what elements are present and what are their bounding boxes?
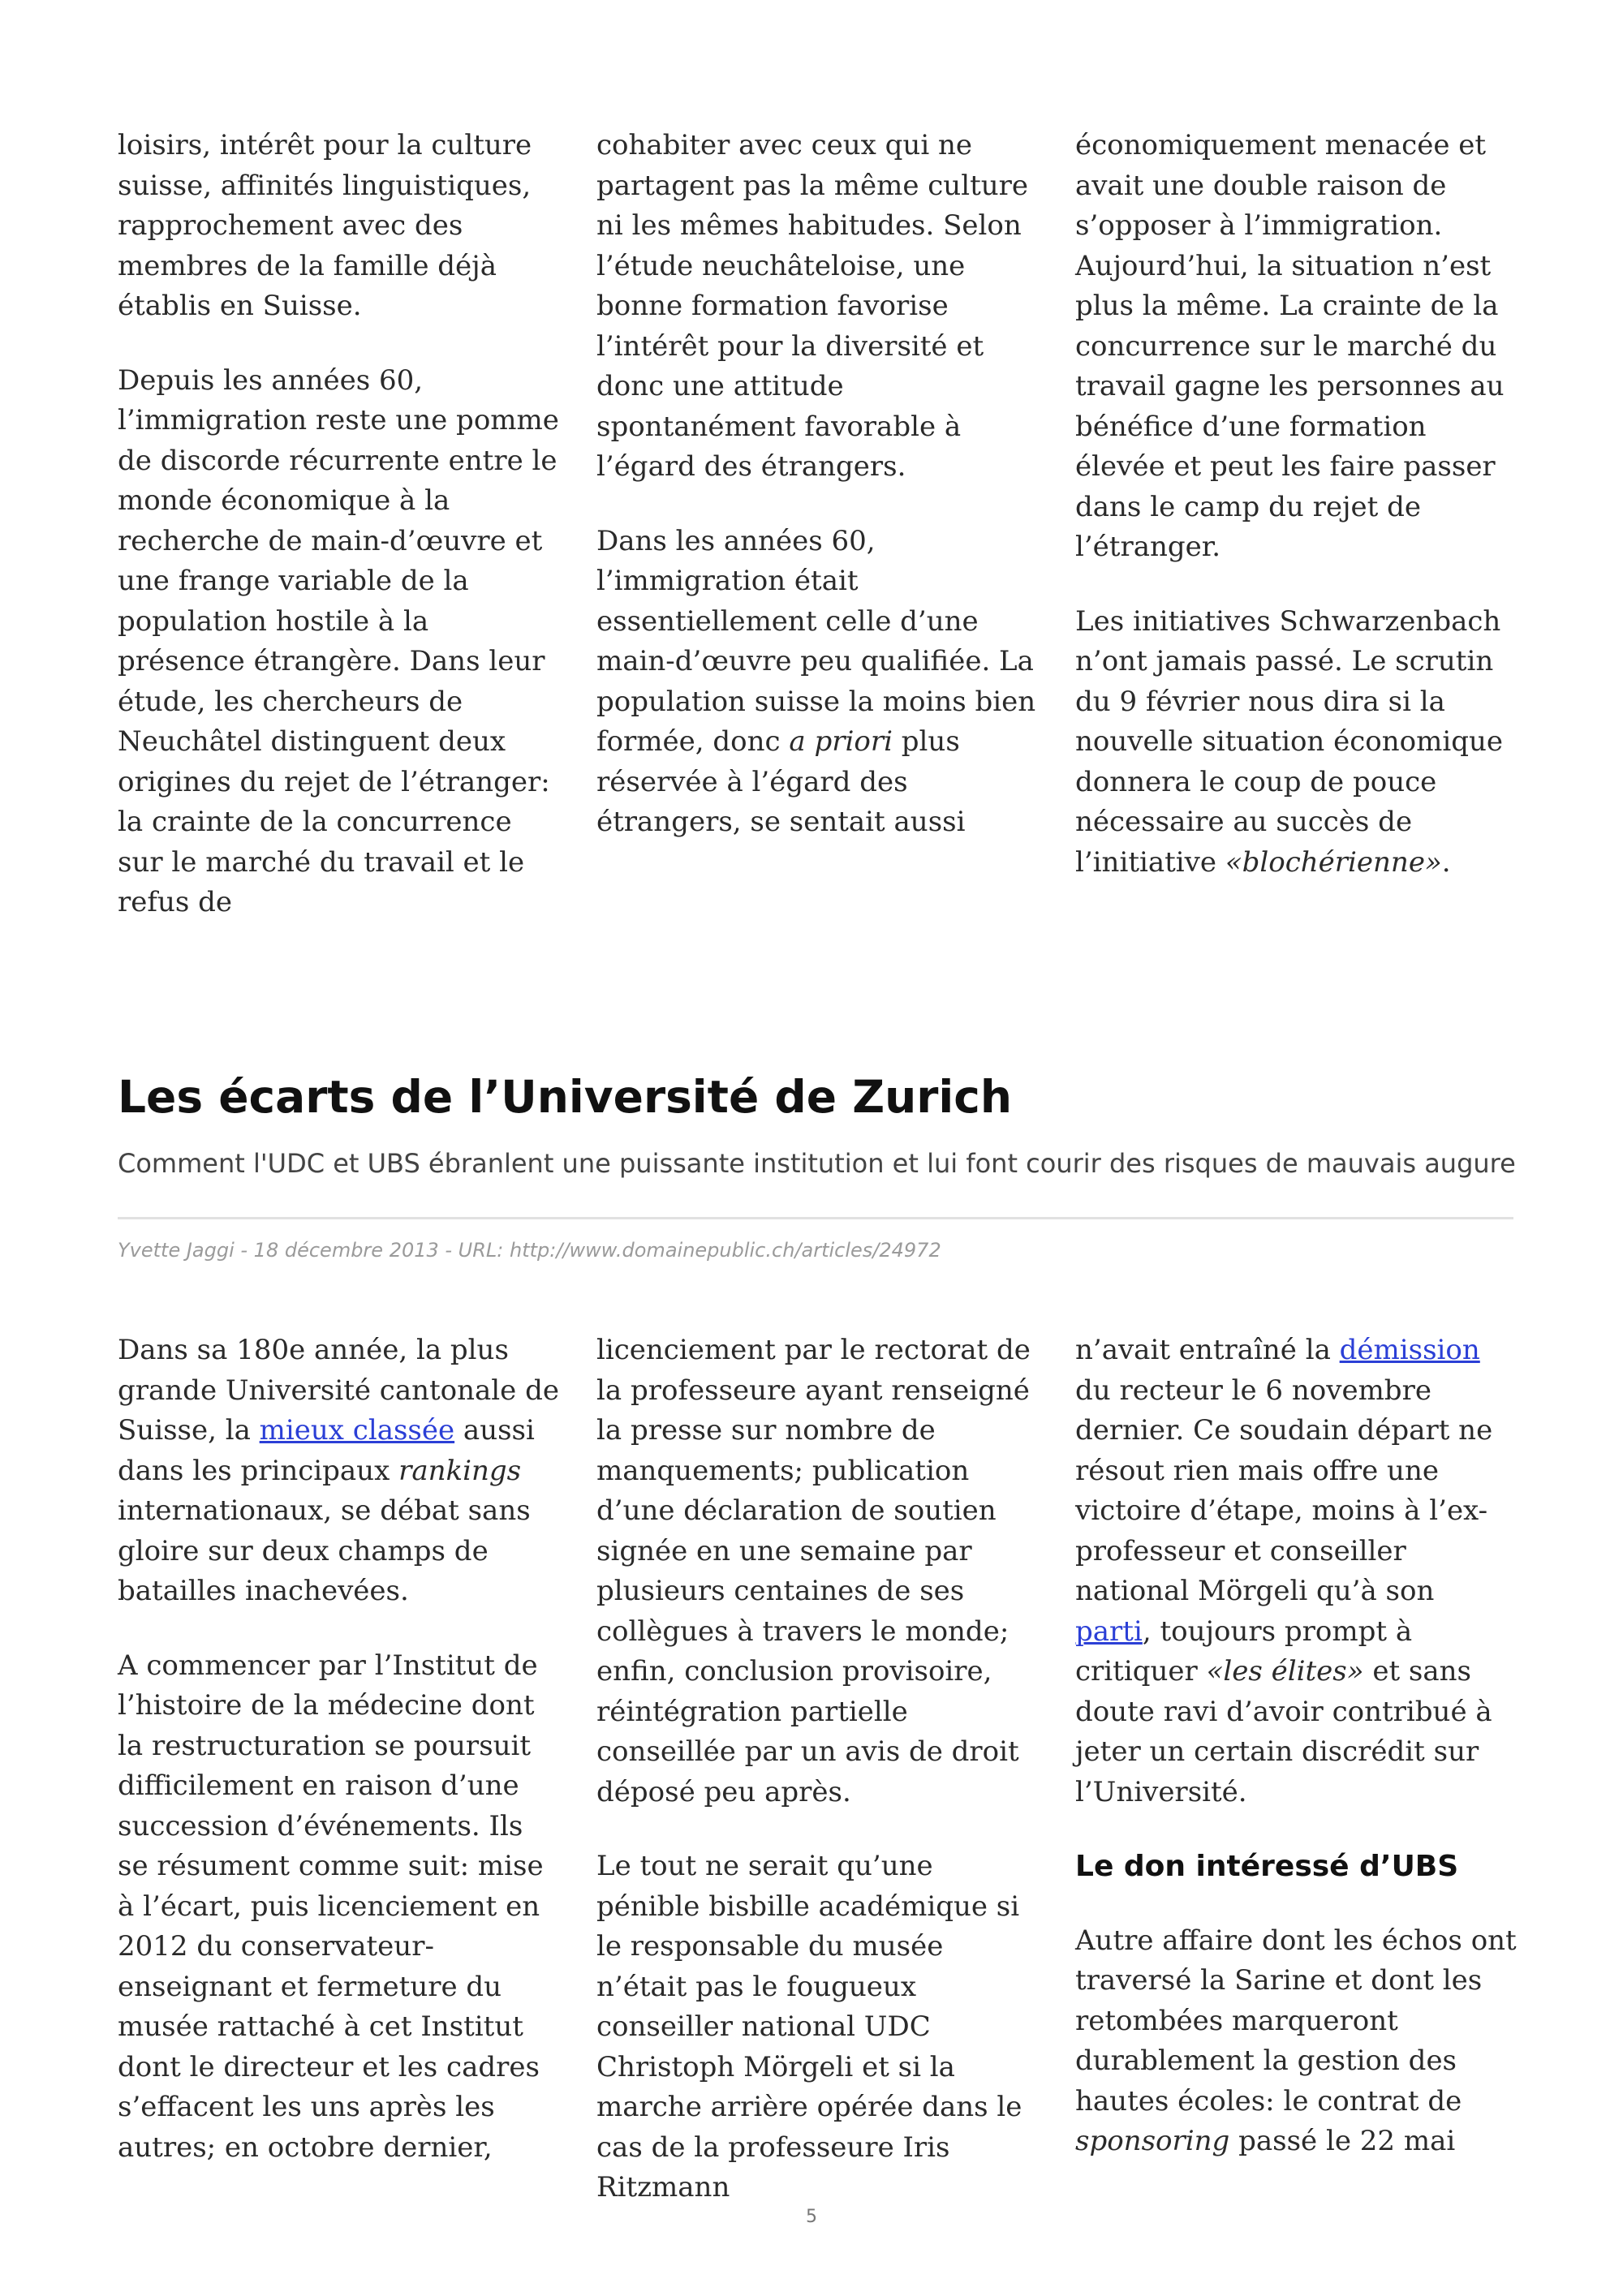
article-column-1 bbox=[118, 1331, 560, 2168]
paragraph: A commencer par l’Institut de l’histoire de la médecine dont la restructuration se poursuit difficilement en raison d’une succession d’événements. Ils se résument comme suit: mise à l’écart, puis licenciement en 2012 du conservateur-enseignant et fermeture du musée rattaché à cet Institut dont le directeur et les cadres s’effacent les uns après les autres; en octobre dernier, bbox=[118, 1649, 544, 2164]
paragraph: cohabiter avec ceux qui ne partagent pas la même culture ni les mêmes habitudes. Selon l’étude neuchâteloise, une bonne formation favorise l’intérêt pour la diversité et donc une attitude spontanément favorable à l’égard des étrangers. bbox=[596, 129, 1028, 483]
text-run: , toujours prompt à critiquer bbox=[1075, 1615, 1413, 1688]
link-parti[interactable]: parti bbox=[1075, 1615, 1143, 1648]
text-run: Autre affaire dont les échos ont traversé la Sarine et dont les retombées marqueront durablement la gestion des hautes écoles: le contrat de bbox=[1075, 1924, 1517, 2118]
text-run: n’avait entraîné la bbox=[1075, 1334, 1340, 1366]
link-demission[interactable]: démission bbox=[1339, 1334, 1480, 1366]
emphasis-text: «les élites» bbox=[1206, 1655, 1364, 1688]
paragraph: Depuis les années 60, l’immigration reste une pomme de discorde récurrente entre le monde économique à la recherche de main-d’œuvre et une frange variable de la population hostile à la présence étrangère. Dans leur étude, les chercheurs de Neuchâtel distinguent deux origines du rejet de l’étranger: la crainte de la concurrence sur le marché du travail et le refus de bbox=[118, 363, 559, 918]
emphasis-text: rankings bbox=[398, 1454, 522, 1487]
top-column-2 bbox=[596, 126, 1039, 843]
text-run: plus réservée à l’égard des étrangers, se sentait aussi bbox=[596, 725, 966, 838]
paragraph bbox=[1075, 1331, 1518, 1812]
paragraph: Le tout ne serait qu’une pénible bisbille académique si le responsable du musée n’était pas le fougueux conseiller national UDC Christoph Mörgeli et si la marche arrière opérée dans le cas de la professeure Iris Ritzmann bbox=[596, 1850, 1022, 2204]
text-run: passé le 22 mai bbox=[1229, 2125, 1456, 2157]
page-number: 5 bbox=[806, 2207, 817, 2227]
emphasis-text: a priori bbox=[789, 725, 893, 758]
text-run: aussi dans les principaux bbox=[118, 1414, 535, 1487]
text-run: Dans sa 180e année, la plus grande Université cantonale de Suisse, la bbox=[118, 1334, 559, 1447]
text-run: internationaux, se débat sans gloire sur deux champs de batailles inachevées. bbox=[118, 1494, 531, 1607]
article-column-2 bbox=[596, 1331, 1039, 2208]
emphasis-text: «blochérienne» bbox=[1225, 845, 1442, 879]
top-column-1 bbox=[118, 126, 560, 923]
text-run: et sans doute ravi d’avoir contribué à jeter un certain discrédit sur l’Université. bbox=[1075, 1655, 1492, 1808]
paragraph: économiquement menacée et avait une double raison de s’opposer à l’immigration. Aujourd’hui, la situation n’est plus la même. La crainte de la concurrence sur le marché du travail gagne les personnes au bénéfice d’une formation élevée et peut les faire passer dans le camp du rejet de l’étranger. bbox=[1075, 129, 1505, 563]
top-column-3 bbox=[1075, 126, 1518, 883]
text-run: . bbox=[1441, 845, 1451, 879]
article-title: Les écarts de l’Université de Zurich bbox=[118, 1071, 1012, 1123]
divider bbox=[118, 1217, 1513, 1219]
article-byline: Yvette Jaggi - 18 décembre 2013 - URL: http://www.domainepublic.ch/articles/24972 bbox=[118, 1239, 941, 1262]
paragraph bbox=[1075, 602, 1518, 884]
article-subtitle: Comment l'UDC et UBS ébranlent une puissante institution et lui font courir des risques de mauvais augure bbox=[118, 1148, 1516, 1179]
paragraph: loisirs, intérêt pour la culture suisse, affinités linguistiques, rapprochement avec des membres de la famille déjà établis en Suisse. bbox=[118, 129, 532, 322]
paragraph: licenciement par le rectorat de la professeure ayant renseigné la presse sur nombre de manquements; publication d’une déclaration de soutien signée en une semaine par plusieurs centaines de ses collègues à travers le monde; enfin, conclusion provisoire, réintégration partielle conseillée par un avis de droit déposé peu après. bbox=[596, 1334, 1031, 1808]
text-run: Les initiatives Schwarzenbach n’ont jamais passé. Le scrutin du 9 février nous dira si la nouvelle situation économique donnera le coup de pouce nécessaire au succès de l’initiative bbox=[1075, 604, 1504, 879]
emphasis-text: sponsoring bbox=[1075, 2125, 1230, 2157]
paragraph bbox=[1075, 1921, 1518, 2162]
section-subheading: Le don intéressé d’UBS bbox=[1075, 1850, 1459, 1883]
link-mieux-classee[interactable]: mieux classée bbox=[259, 1414, 455, 1447]
text-run: du recteur le 6 novembre dernier. Ce soudain départ ne résout rien mais offre une victoire d’étape, moins à l’ex-professeur et conseiller national Mörgeli qu’à son bbox=[1075, 1374, 1493, 1607]
paragraph bbox=[118, 1331, 560, 1612]
paragraph bbox=[596, 522, 1039, 843]
text-run: Dans les années 60, l’immigration était essentiellement celle d’une main-d’œuvre peu qualifiée. La population suisse la moins bien formée, donc bbox=[596, 524, 1036, 758]
article-column-3 bbox=[1075, 1331, 1518, 2162]
